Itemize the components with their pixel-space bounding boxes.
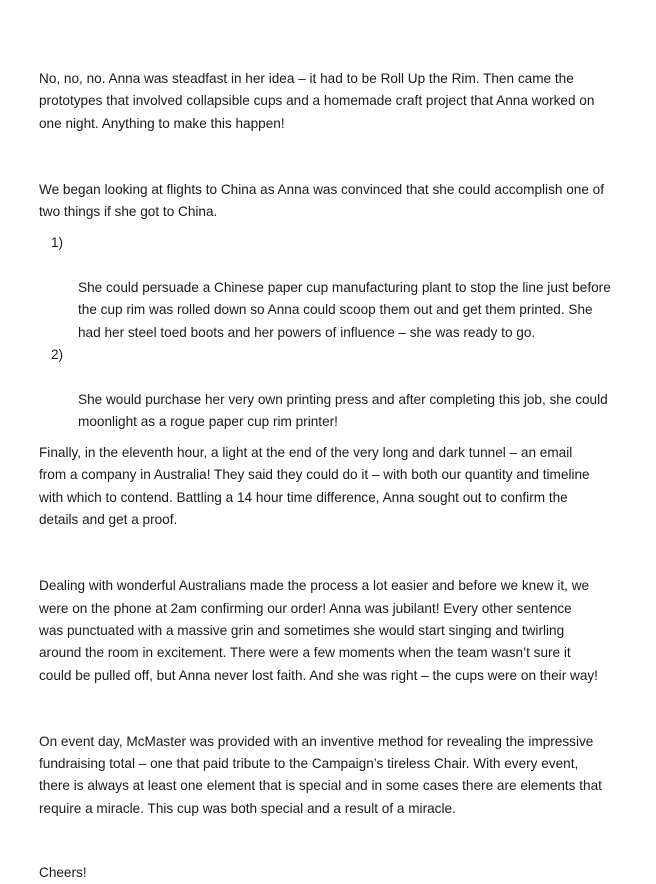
list-item-text: She would purchase her very own printing press and after completing this job, she could moonlight as a rogue paper cup rim printer! [78, 391, 608, 429]
list-marker: 2) [51, 346, 64, 362]
closing-cheers: Cheers! [39, 865, 87, 881]
numbered-list [39, 232, 629, 433]
list-marker: 1) [51, 235, 64, 251]
paragraph-event-day: On event day, McMaster was provided with an inventive method for revealing the impressive fundraising total – one that paid tribute to the Campaign’s tireless Chair. With every event, there is always at least one element that is special and in some cases there are elements that require a miracle. This cup was both special and a result of a miracle. [39, 733, 602, 816]
paragraph-roll-up-the-rim: No, no, no. Anna was steadfast in her idea – it had to be Roll Up the Rim. Then came the prototypes that involved collapsible cups and a homemade craft project that Anna worked on one night. Anything to make this happen! [39, 71, 595, 131]
paragraph-eleventh-hour: Finally, in the eleventh hour, a light at the end of the very long and dark tunnel – an email from a company in Australia! They said they could do it – with both our quantity and timeline with which to contend. Battling a 14 hour time difference, Anna sought out to confirm the details and get a proof. [39, 445, 590, 528]
document-page [39, 68, 629, 884]
list-item [39, 344, 629, 433]
list-item [39, 232, 629, 343]
paragraph-flights-to-china: We began looking at flights to China as Anna was convinced that she could accomplish one of two things if she got to China. [39, 181, 604, 220]
paragraph-australians: Dealing with wonderful Australians made the process a lot easier and before we knew it, we were on the phone at 2am confirming our order! Anna was jubilant! Every other sentence was punctuated with a massive grin and sometimes she would start singing and twirling around the room in excitement. There were a few moments when the team wasn’t sure it could be pulled off, but Anna never lost faith. And she was right – the cups were on their way! [39, 578, 598, 683]
list-item-text: She could persuade a Chinese paper cup manufacturing plant to stop the line just before the cup rim was rolled down so Anna could scoop them out and get them printed. She had her steel toed boots and her powers of influence – she was ready to go. [78, 280, 611, 340]
